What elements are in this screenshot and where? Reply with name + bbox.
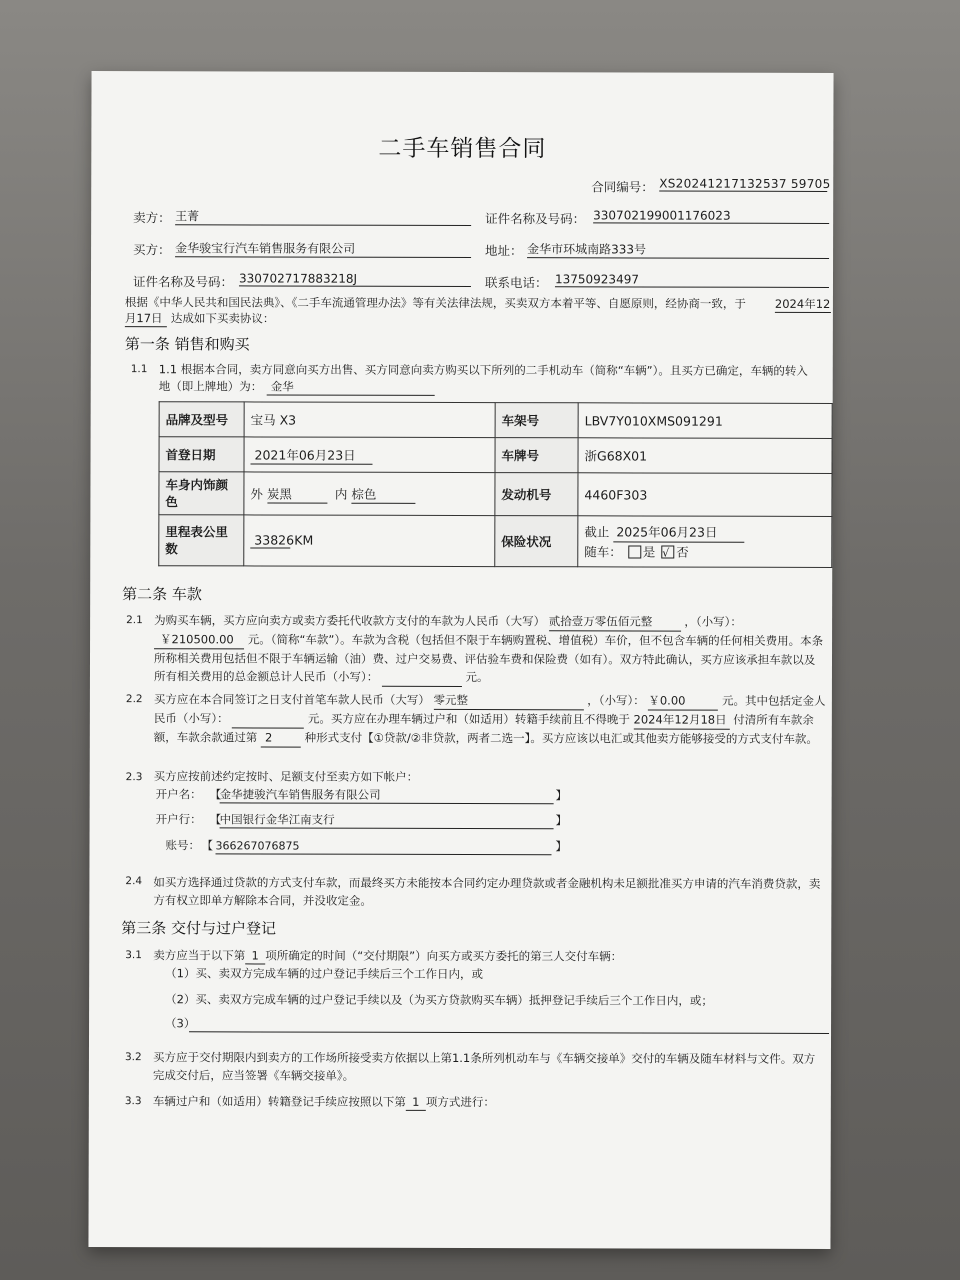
reg-date-value: 2021年06月23日 — [251, 445, 373, 464]
clause-2-4-number: 2.4 — [125, 875, 143, 888]
clause-2-2-text-b: ，（小写）： — [587, 693, 645, 708]
seller-id-value: 330702199001176023 — [593, 208, 829, 224]
account-number-label: 账号： — [165, 838, 201, 853]
clause-2-1 — [154, 611, 826, 688]
contract-no-label: 合同编号： — [591, 179, 654, 195]
insurance-cell — [578, 516, 832, 568]
checkbox-yes-label: 是 — [642, 543, 656, 560]
buyer-address-label: 地址： — [485, 243, 523, 259]
clause-2-2-text-d: 元。买方应在办理车辆过户和（如适用）转籍手续前且不得晚于 — [307, 711, 630, 727]
delivery-option-3: （3） — [165, 1016, 196, 1031]
insurance-label: 保险状况 — [495, 516, 578, 567]
account-name-label: 开户名： — [155, 787, 202, 802]
price-in-words: 贰拾壹万零伍佰元整 — [549, 612, 681, 631]
account-number-bracket-close: 】 — [555, 839, 568, 854]
clause-1-1-text: 1.1 根据本合同，卖方同意向买方出售、买方同意向卖方购买以下所列的二手机动车（简称“车辆”）。且买方已确定，车辆的转入 — [158, 362, 808, 378]
mileage-cell — [244, 515, 495, 567]
vin-value: LBV7Y010XMS091291 — [578, 403, 832, 439]
price-in-figures: ￥210500.00 — [154, 630, 244, 649]
vehicle-info-table — [158, 401, 832, 568]
exterior-color: 炭黑 — [267, 484, 327, 503]
contract-no-value: XS20241217132537 59705 — [659, 176, 831, 191]
clause-2-2-number: 2.2 — [125, 693, 143, 706]
engine-value: 4460F303 — [578, 473, 832, 517]
buyer-phone-label: 联系电话： — [484, 275, 548, 291]
preamble-text: 根据《中华人民共和国民法典》、《二手车流通管理办法》等有关法律法规，买卖双方本着平等、自愿原则，经协商一致，于 — [124, 295, 746, 311]
insurance-prefix: 截止 — [584, 523, 610, 539]
brand-label: 品牌及型号 — [159, 402, 244, 437]
clause-1-1-number: 1.1 — [130, 363, 148, 376]
interior-prefix: 内 — [334, 486, 348, 502]
seller-name: 王菁 — [175, 207, 471, 226]
delivery-option-1: （1）买、卖双方完成车辆的过户登记手续后三个工作日内，或 — [165, 966, 484, 982]
table-row — [159, 515, 832, 568]
clause-3-3-text-b: 项方式进行： — [425, 1094, 495, 1110]
account-number-value: 366267076875 — [215, 838, 551, 855]
bank-bracket-open: 【 — [209, 812, 222, 827]
interior-color: 棕色 — [351, 484, 415, 503]
clause-2-1-text-d: 元。 — [465, 670, 489, 685]
clause-2-1-text-c: 元。（简称“车款”）。车款为含税（包括但不限于车辆购置税、增值税）车价，但不包含车辆的任何相关费用。本条所称相关费用包括但不限于车辆运输（油）费、过户交易费、评估验车费和保险费（如有）。双方特此确认，买方应该承担车款以及所有相关费用的总金额总计人民币（小写）： — [153, 632, 824, 684]
buyer-phone-value: 13750923497 — [555, 272, 829, 288]
insurance-date: 2025年06月23日 — [613, 522, 744, 542]
plate-value: 浙G68X01 — [578, 438, 832, 474]
table-row — [159, 402, 832, 439]
delivery-option-number: 1 — [245, 948, 265, 964]
clause-1-1-text-2: 地（即上牌地）为： — [158, 379, 263, 394]
engine-label: 发动机号 — [495, 473, 578, 516]
contract-page — [88, 71, 833, 1249]
balance-deadline: 2024年12月18日 — [634, 710, 730, 729]
clause-2-2-text-a: 买方应在本合同签订之日支付首笔车款人民币（大写） — [153, 692, 430, 707]
payment-method-number: 2 — [261, 728, 301, 747]
table-row — [159, 437, 832, 474]
clause-2-2-text-f: 种形式支付【①贷款/②非贷款，两者二选一】。买方应该以电汇或其他卖方能够接受的方式支付车款。 — [304, 730, 818, 746]
clause-2-1-text-b: ，（小写）： — [684, 614, 742, 629]
delivery-option-2: （2）买、卖双方完成车辆的过户登记手续以及（为买方贷款购买车辆）抵押登记手续后三个工作日内，或； — [165, 992, 713, 1008]
plate-label: 车牌号 — [495, 438, 578, 473]
total-amount-blank — [382, 668, 462, 687]
seller-label: 卖方： — [133, 210, 171, 226]
clause-3-2-number: 3.2 — [124, 1051, 142, 1064]
clause-3-1-number: 3.1 — [125, 949, 142, 962]
clause-3-3-text-a: 车辆过户和（如适用）转籍登记手续应按照以下第 — [152, 1094, 406, 1109]
section-1-title: 第一条 销售和购买 — [124, 335, 250, 354]
clause-2-3-text: 买方应按前述约定按时、足额支付至卖方如下帐户： — [153, 769, 419, 784]
account-name-bracket-close: 】 — [555, 788, 568, 803]
account-name-bracket-open: 【 — [209, 787, 222, 802]
bank-bracket-close: 】 — [555, 813, 568, 828]
mileage-value: 33826 — [250, 532, 290, 548]
clause-2-2-text-e: 付清所有车款余额，车款余款通过第 — [153, 712, 814, 745]
clause-3-3-number: 3.3 — [124, 1095, 142, 1108]
preamble-tail: 达成如下买卖协议： — [170, 311, 275, 326]
table-row — [159, 472, 832, 517]
clause-2-3-number: 2.3 — [125, 771, 143, 784]
deposit-blank — [232, 709, 304, 728]
brand-value: 宝马 X3 — [244, 402, 495, 438]
preamble-date-2: 月17日 — [125, 311, 167, 327]
transfer-option-number: 1 — [406, 1095, 426, 1111]
clause-2-4-text: 如买方选择通过贷款的方式支付车款，而最终买方未能按本合同约定办理贷款或者金融机构未足额批准买方申请的汽车消费贷款，卖方有权立即单方解除本合同，并没收定金。 — [153, 875, 821, 908]
exterior-prefix: 外 — [250, 485, 263, 501]
first-payment-words: 零元整 — [434, 691, 584, 710]
buyer-name: 金华骏宝行汽车销售服务有限公司 — [175, 239, 471, 258]
clause-2-1-number: 2.1 — [126, 614, 143, 627]
color-cell — [244, 472, 495, 516]
section-3-title: 第三条 交付与过户登记 — [121, 919, 277, 938]
registration-place: 金华 — [267, 379, 435, 395]
clause-3-3-text — [153, 1094, 495, 1111]
account-number-bracket-open: 【 — [201, 838, 214, 853]
mileage-label: 里程表公里数 — [159, 515, 244, 566]
first-payment-figures: ￥0.00 — [648, 691, 718, 710]
buyer-label: 买方： — [133, 242, 171, 258]
delivery-option-3-blank — [189, 1017, 829, 1034]
reg-date-cell — [244, 437, 495, 473]
clause-3-1-text-a: 卖方应当于以下第 — [153, 948, 246, 963]
bank-value: 中国银行金华江南支行 — [220, 812, 554, 829]
color-label: 车身内饰颜色 — [159, 472, 244, 515]
mileage-unit: KM — [294, 532, 314, 548]
page-title: 二手车销售合同 — [378, 135, 547, 163]
checkbox-yes[interactable] — [628, 545, 641, 558]
vin-label: 车架号 — [495, 403, 578, 438]
account-name-value: 金华捷骏汽车销售服务有限公司 — [220, 787, 554, 804]
buyer-address-value: 金华市环城南路333号 — [527, 240, 829, 259]
clause-2-2 — [154, 690, 826, 749]
section-2-title: 第二条 车款 — [122, 585, 202, 604]
clause-2-1-text-a: 为购买车辆，买方应向卖方或卖方委托代收款方支付的车款为人民币（大写） — [154, 613, 546, 629]
checkbox-no-label: 否 — [676, 544, 689, 560]
clause-2-2-text-c: 元。其中包括定金人民币（小写）： — [153, 693, 826, 726]
insurance-with-label: 随车： — [584, 543, 622, 559]
clause-3-2-text: 买方应于交付期限内到卖方的工作场所接受卖方依据以上第1.1条所列机动车与《车辆交接单》交付的车辆及随车材料与文件。双方完成交付后，应当签署《车辆交接单》。 — [152, 1050, 816, 1083]
preamble-date-1: 2024年12 — [775, 297, 831, 313]
seller-id-label: 证件名称及号码： — [485, 211, 586, 227]
buyer-id-value: 330702717883218J — [239, 271, 471, 287]
checkbox-no[interactable] — [661, 545, 674, 558]
clause-3-1-text — [153, 948, 622, 965]
clause-3-1-text-b: 项所确定的时间（“交付期限”）向买方或买方委托的第三人交付车辆： — [265, 948, 623, 964]
bank-label: 开户行： — [155, 812, 202, 827]
buyer-id-label: 证件名称及号码： — [132, 274, 234, 290]
reg-date-label: 首登日期 — [159, 437, 244, 472]
